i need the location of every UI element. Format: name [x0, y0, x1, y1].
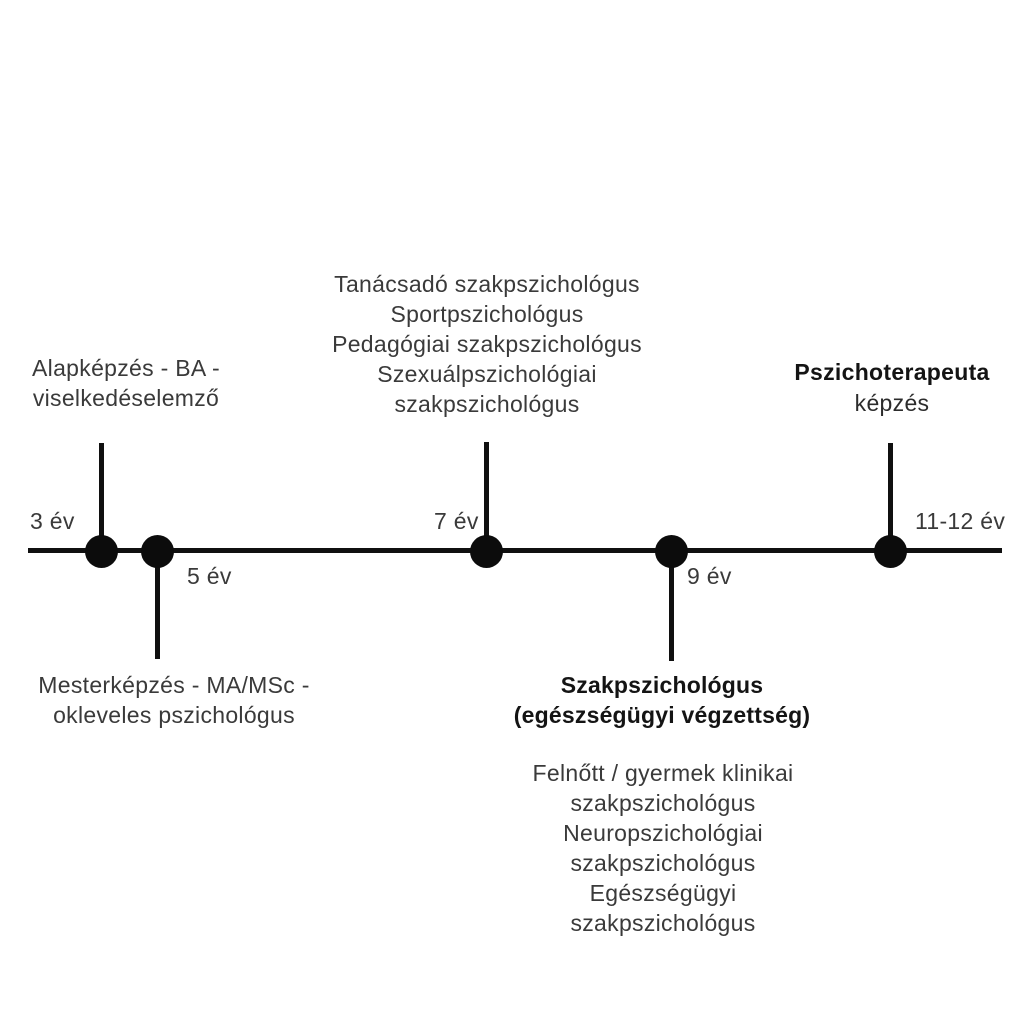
label-line: szakpszichológus	[570, 850, 756, 876]
year-label-1: 3 év	[30, 508, 75, 534]
label-line: Felnőtt / gyermek klinikai	[532, 760, 794, 786]
label-line: Sportpszichológus	[390, 301, 584, 327]
timeline-dot-5	[874, 535, 907, 568]
label-pszichoterapeuta	[794, 357, 989, 419]
timeline-dot-3	[470, 535, 503, 568]
label-klinikai-lista	[533, 758, 794, 938]
label-mesterkepzes	[38, 670, 309, 730]
label-line: Tanácsadó szakpszichológus	[334, 271, 640, 297]
timeline-axis	[28, 548, 1002, 553]
label-line: Alapképzés - BA -	[32, 355, 220, 381]
label-line: Szexuálpszichológiai	[377, 361, 597, 387]
heading-szakpszichologus	[514, 670, 810, 730]
year-label-4: 9 év	[687, 563, 732, 589]
label-line: Egészségügyi	[589, 880, 737, 906]
timeline-dot-1	[85, 535, 118, 568]
label-line: okleveles pszichológus	[53, 702, 295, 728]
label-line: képzés	[854, 390, 930, 416]
timeline-dot-4	[655, 535, 688, 568]
year-label-5: 11-12 év	[915, 508, 1006, 534]
label-line: Mesterképzés - MA/MSc -	[38, 672, 310, 698]
timeline-dot-2	[141, 535, 174, 568]
label-line: Pedagógiai szakpszichológus	[332, 331, 642, 357]
label-line: viselkedéselemző	[32, 385, 220, 411]
heading-line: Pszichoterapeuta	[794, 359, 990, 385]
label-line: szakpszichológus	[570, 790, 756, 816]
label-alapkepzes	[32, 353, 220, 413]
label-line: szakpszichológus	[570, 910, 756, 936]
heading-line: Szakpszichológus	[560, 672, 764, 698]
heading-line: (egészségügyi végzettség)	[513, 702, 811, 728]
year-label-2: 5 év	[187, 563, 232, 589]
label-szakpszichologus-tipusok	[332, 269, 642, 419]
label-line: szakpszichológus	[394, 391, 580, 417]
year-label-3: 7 év	[434, 508, 479, 534]
label-line: Neuropszichológiai	[563, 820, 763, 846]
